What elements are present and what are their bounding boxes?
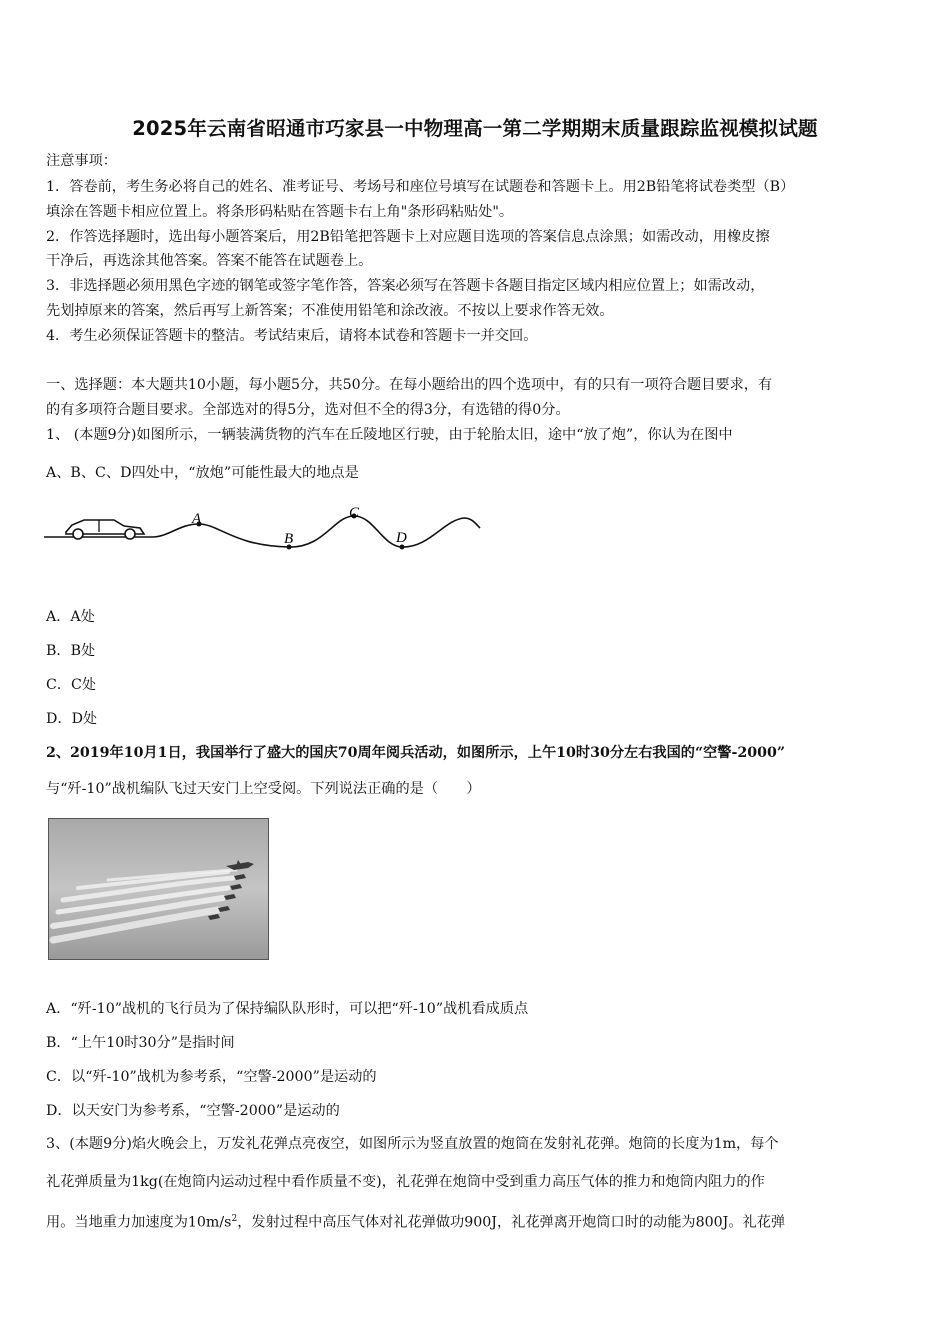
question-3-text: 3、(本题9分)焰火晚会上，万发礼花弹点亮夜空，如图所示为竖直放置的炮筒在发射礼花弹。炮筒的长度为1m，每个	[46, 1136, 779, 1152]
notice-line: 3．非选择题必须用黑色字迹的钢笔或签字笔作答，答案必须写在答题卡各题目指定区域内相应位置上；如需改动，	[46, 278, 765, 294]
question-2-stem: 2、2019年10月1日，我国举行了盛大的国庆70周年阅兵活动，如图所示，上午10时30分左右我国的“空警-2000”	[46, 745, 786, 761]
question-3-text-part: ，发射过程中高压气体对礼花弹做功900J，礼花弹离开炮筒口时的动能为800J。礼花弹	[237, 1214, 786, 1231]
label-c: C	[349, 505, 360, 521]
formation-flight-photo	[48, 818, 269, 960]
label-a: A	[192, 511, 202, 527]
section-instructions: 一、选择题：本大题共10小题，每小题5分，共50分。在每小题给出的四个选项中，有的只有一项符合题目要求，有	[46, 377, 773, 393]
hill-road-figure	[44, 498, 484, 560]
question-2-option-b[interactable]: B．“上午10时30分”是指时间	[46, 1035, 235, 1051]
question-2-option-d[interactable]: D．以天安门为参考系，“空警-2000”是运动的	[46, 1103, 340, 1119]
question-2-stem: 与“歼-10”战机编队飞过天安门上空受阅。下列说法正确的是（ ）	[46, 781, 481, 797]
truck-icon	[66, 520, 144, 539]
question-3-text: 礼花弹质量为1kg(在炮筒内运动过程中看作质量不变)，礼花弹在炮筒中受到重力高压气体的推力和炮筒内阻力的作	[46, 1174, 765, 1190]
notice-line: 干净后，再选涂其他答案。答案不能答在试题卷上。	[46, 253, 373, 269]
question-2-option-a[interactable]: A．“歼-10”战机的飞行员为了保持编队队形时，可以把“歼-10”战机看成质点	[46, 1001, 529, 1017]
question-2-option-c[interactable]: C．以“歼-10”战机为参考系，“空警-2000”是运动的	[46, 1069, 377, 1085]
question-1-option-a[interactable]: A．A处	[46, 609, 95, 625]
section-instructions: 的有多项符合题目要求。全部选对的得5分，选对但不全的得3分，有选错的得0分。	[46, 402, 570, 418]
notice-heading: 注意事项：	[46, 153, 117, 169]
notice-line: 2．作答选择题时，选出每小题答案后，用2B铅笔把答题卡上对应题目选项的答案信息点涂黑；如需改动，用橡皮擦	[46, 229, 770, 245]
label-d: D	[396, 530, 407, 546]
question-1-option-d[interactable]: D．D处	[46, 711, 98, 727]
superscript-2: 2	[231, 1214, 238, 1224]
question-1-option-c[interactable]: C．C处	[46, 677, 97, 693]
question-1-stem: 1、 (本题9分)如图所示，一辆装满货物的汽车在丘陵地区行驶，由于轮胎太旧，途中“放了炮”，你认为在图中	[46, 427, 733, 443]
notice-line: 先划掉原来的答案，然后再写上新答案；不准使用铅笔和涂改液。不按以上要求作答无效。	[46, 303, 614, 319]
question-1-option-b[interactable]: B．B处	[46, 643, 96, 659]
notice-line: 填涂在答题卡相应位置上。将条形码粘贴在答题卡右上角"条形码粘贴处"。	[46, 204, 514, 220]
question-1-stem: A、B、C、D四处中，“放炮”可能性最大的地点是	[46, 465, 359, 481]
question-3-text-part: 用。当地重力加速度为10m/s	[46, 1214, 232, 1231]
page-title: 2025年云南省昭通市巧家县一中物理高一第二学期期末质量跟踪监视模拟试题	[132, 117, 818, 140]
hill-curve	[152, 516, 480, 547]
notice-line: 4．考生必须保证答题卡的整洁。考试结束后，请将本试卷和答题卡一并交回。	[46, 328, 538, 344]
question-3-text	[46, 1209, 916, 1233]
label-b: B	[284, 531, 294, 547]
notice-line: 1．答卷前，考生务必将自己的姓名、准考证号、考场号和座位号填写在试题卷和答题卡上。用2B铅笔将试卷类型（B）	[46, 179, 795, 195]
